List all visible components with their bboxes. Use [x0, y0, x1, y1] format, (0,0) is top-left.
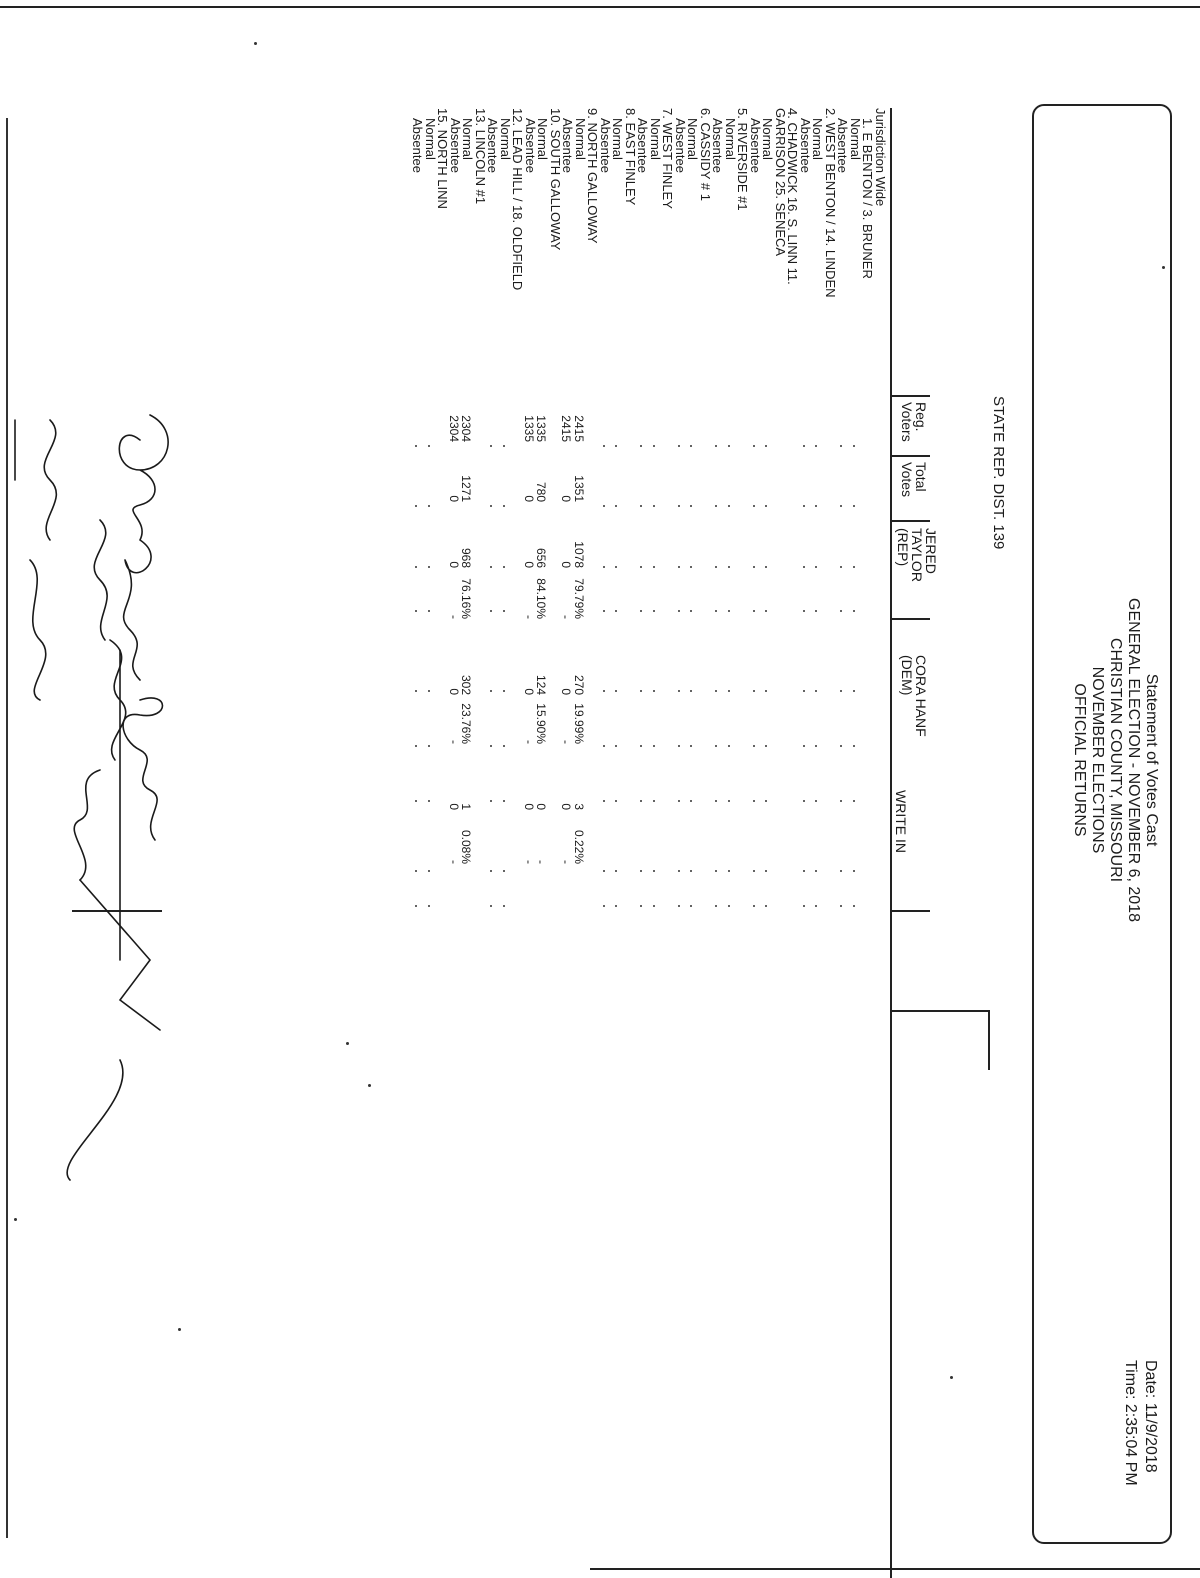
vote-cell-wi: 3	[572, 803, 586, 810]
vote-cell-c2p: 19.99%	[572, 703, 586, 744]
row-label: Normal	[573, 118, 588, 160]
row-label: Jurisdiction Wide	[873, 108, 888, 207]
vote-cell-total: 1271	[459, 475, 474, 502]
row-label: Normal	[685, 118, 701, 160]
row-label: Absentee	[448, 118, 463, 173]
vote-cell-reg: 1335	[522, 415, 536, 442]
row-label: 12. LEAD HILL / 18. OLDFIELD	[510, 108, 526, 291]
col-head-line: Reg.	[913, 402, 929, 432]
scan-speck	[178, 1328, 181, 1331]
row-label: Absentee	[523, 118, 538, 173]
scan-speck	[368, 1084, 371, 1087]
report-title-line: OFFICIAL RETURNS	[1071, 683, 1088, 837]
row-label: 4. CHADWICK 16. S. LINN 11.	[785, 108, 801, 285]
contest-title: STATE REP. DIST. 139	[990, 396, 1007, 550]
col-head-line: WRITE IN	[893, 790, 909, 853]
vote-cell-c2p: 23.76%	[459, 703, 474, 744]
vote-cell-reg: 2415	[559, 415, 574, 442]
row-label: Normal	[810, 118, 826, 160]
row-label: Absentee	[798, 118, 813, 173]
scan-speck	[1162, 266, 1165, 269]
vote-cell-wip: -	[534, 860, 549, 864]
row-label: Absentee	[710, 118, 726, 173]
row-label: Normal	[723, 118, 738, 160]
row-label: Normal	[760, 118, 776, 160]
vote-cell-c1p: 79.79%	[572, 578, 586, 619]
vote-cell-total: 780	[534, 481, 549, 502]
row-label: Absentee	[410, 118, 426, 173]
col-head-line: (DEM)	[899, 655, 915, 696]
row-label: 6. CASSIDY # 1	[698, 108, 713, 201]
row-label: Normal	[460, 118, 476, 160]
row-label: Normal	[498, 118, 513, 160]
vote-cell-c2p: -	[522, 740, 536, 744]
vote-cell-c2p: -	[447, 740, 461, 744]
row-label: Absentee	[835, 118, 851, 173]
row-label: 5. RIVERSIDE #1	[735, 108, 751, 211]
scan-speck	[254, 42, 257, 45]
scan-speck	[950, 1376, 953, 1379]
vote-cell-c2: 0	[522, 688, 536, 695]
col-head-line: Votes	[899, 462, 915, 498]
vote-cell-c2: 270	[572, 674, 586, 695]
vote-cell-c1: 0	[522, 561, 536, 568]
row-label: Absentee	[485, 118, 501, 173]
scan-speck	[346, 1042, 349, 1045]
vote-cell-c2p: -	[559, 740, 574, 744]
vote-cell-wip: 0.08%	[459, 829, 474, 864]
vote-cell-c1: 656	[534, 547, 549, 568]
vote-cell-wip: -	[522, 860, 536, 864]
row-label: 9. NORTH GALLOWAY	[585, 108, 601, 244]
vote-cell-c1p: -	[447, 615, 461, 619]
vote-cell-wi: 0	[534, 803, 549, 810]
vote-cell-reg: 1335	[534, 415, 549, 442]
vote-cell-c2: 124	[534, 674, 549, 695]
vote-cell-total: 1351	[572, 475, 586, 502]
row-label: Absentee	[748, 118, 763, 173]
col-head-line: CORA HANF	[913, 655, 929, 737]
vote-cell-wi: 0	[522, 803, 536, 810]
col-head-line: Total	[913, 462, 929, 492]
row-label: Normal	[648, 118, 663, 160]
row-label: 8. EAST FINLEY	[623, 108, 638, 206]
vote-cell-c2: 0	[559, 688, 574, 695]
vote-cell-total: 0	[447, 495, 461, 502]
vote-cell-reg: 2304	[459, 415, 474, 442]
report-time: Time: 2:35:04 PM	[1122, 1360, 1139, 1486]
vote-cell-total: 0	[559, 495, 574, 502]
vote-cell-reg: 2415	[572, 415, 586, 442]
report-title-line: CHRISTIAN COUNTY, MISSOURI	[1107, 637, 1124, 883]
row-label: 7. WEST FINLEY	[660, 108, 676, 209]
vote-cell-c2p: 15.90%	[534, 703, 549, 744]
vote-cell-c2: 0	[447, 688, 461, 695]
row-label: Absentee	[598, 118, 613, 173]
vote-cell-c1p: 76.16%	[459, 578, 474, 619]
scan-speck	[14, 1218, 17, 1221]
row-label: Normal	[610, 118, 626, 160]
vote-cell-c1: 0	[559, 561, 574, 568]
row-label: GARRISON 25. SENECA	[773, 108, 788, 257]
row-label: Absentee	[560, 118, 576, 173]
row-label: 10. SOUTH GALLOWAY	[548, 108, 563, 251]
row-label: Absentee	[673, 118, 688, 173]
row-label: 2. WEST BENTON / 14. LINDEN	[823, 108, 838, 298]
report-title-line: NOVEMBER ELECTIONS	[1089, 666, 1106, 854]
vote-cell-c1p: 84.10%	[534, 578, 549, 619]
col-head-line: JERED	[923, 528, 939, 574]
vote-cell-c1: 968	[459, 547, 474, 568]
row-label: Normal	[535, 118, 551, 160]
row-label: 1. E BENTON / 3. BRUNER	[860, 118, 876, 279]
vote-cell-wip: -	[559, 860, 574, 864]
report-date: Date: 11/9/2018	[1142, 1360, 1159, 1473]
row-label: Normal	[848, 118, 863, 160]
vote-cell-wi: 0	[559, 803, 574, 810]
vote-cell-c1: 0	[447, 561, 461, 568]
vote-cell-c1p: -	[559, 615, 574, 619]
vote-cell-total: 0	[522, 495, 536, 502]
report-title-line: Statement of Votes Cast	[1143, 673, 1160, 847]
row-label: 15. NORTH LINN	[435, 108, 451, 209]
col-head-line: Voters	[899, 402, 915, 442]
vote-cell-wip: 0.22%	[572, 829, 586, 864]
vote-cell-wi: 0	[447, 803, 461, 810]
row-label: Normal	[423, 118, 438, 160]
col-head-line: (REP)	[895, 528, 911, 567]
row-label: Absentee	[635, 118, 651, 173]
report-title-line: GENERAL ELECTION - NOVEMBER 6, 2018	[1125, 598, 1142, 922]
vote-cell-c1p: -	[522, 615, 536, 619]
col-head-line: TAYLOR	[909, 528, 925, 582]
vote-cell-wip: -	[447, 860, 461, 864]
vote-cell-reg: 2304	[447, 415, 461, 442]
vote-cell-wi: 1	[459, 803, 474, 810]
vote-cell-c1: 1078	[572, 541, 586, 568]
vote-cell-c2: 302	[459, 674, 474, 695]
row-label: 13. LINCOLN #1	[473, 108, 488, 205]
